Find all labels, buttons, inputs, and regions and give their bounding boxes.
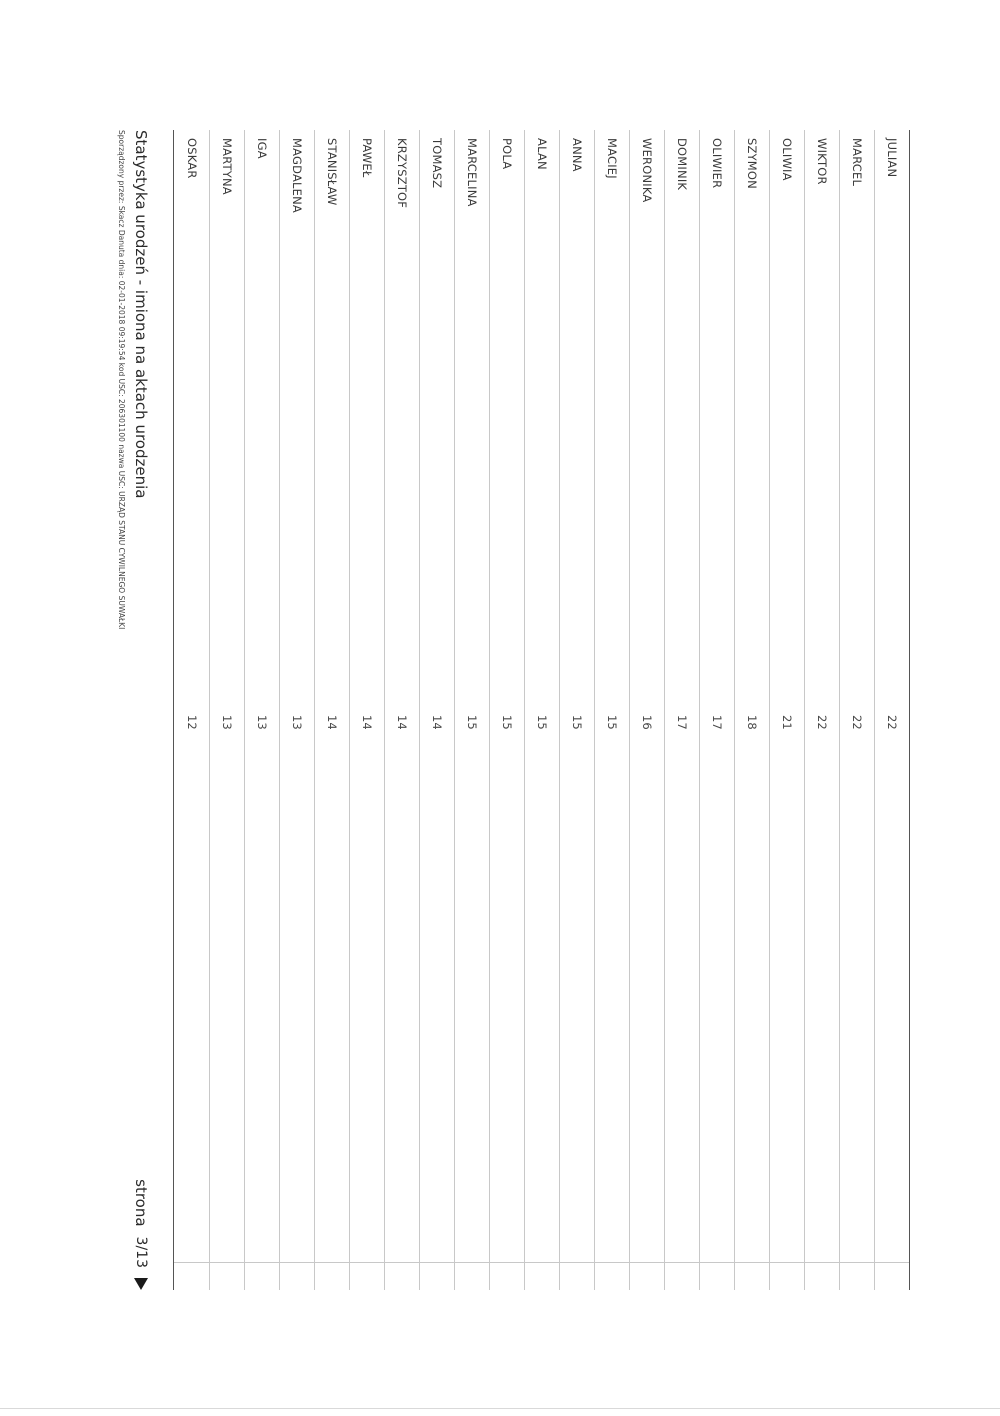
name-cell: OSKAR xyxy=(185,138,199,179)
count-cell: 15 xyxy=(535,715,549,730)
name-cell: DOMINIK xyxy=(675,138,689,191)
table-row xyxy=(314,130,349,1290)
table-row xyxy=(734,130,769,1290)
count-cell: 15 xyxy=(605,715,619,730)
table-row xyxy=(489,130,524,1290)
table-row xyxy=(209,130,244,1290)
count-cell: 13 xyxy=(220,715,234,730)
count-cell: 21 xyxy=(780,715,794,730)
table-row xyxy=(349,130,384,1290)
name-cell: KRZYSZTOF xyxy=(395,138,409,209)
table-row xyxy=(769,130,804,1290)
name-cell: ALAN xyxy=(535,138,549,170)
name-cell: SZYMON xyxy=(745,138,759,189)
name-cell: WIKTOR xyxy=(815,138,829,185)
count-cell: 22 xyxy=(885,715,899,730)
count-cell: 12 xyxy=(185,715,199,730)
name-cell: MACIEJ xyxy=(605,138,619,179)
table-row xyxy=(279,130,314,1290)
count-cell: 16 xyxy=(640,715,654,730)
table-row xyxy=(664,130,699,1290)
page-number: 3/13 xyxy=(133,1236,149,1268)
table-body xyxy=(174,130,909,1290)
table-row xyxy=(839,130,874,1290)
name-cell: OLIWIER xyxy=(710,138,724,189)
name-cell: ANNA xyxy=(570,138,584,172)
table-row xyxy=(804,130,839,1290)
count-cell: 22 xyxy=(850,715,864,730)
name-cell: STANISŁAW xyxy=(325,138,339,206)
name-cell: JULIAN xyxy=(885,138,899,178)
table-row xyxy=(874,130,909,1290)
report-footer xyxy=(90,130,150,1290)
name-cell: MARCELINA xyxy=(465,138,479,207)
report-page xyxy=(80,130,910,1290)
name-cell: MARTYNA xyxy=(220,138,234,195)
name-cell: OLIWIA xyxy=(780,138,794,181)
names-table xyxy=(173,130,910,1290)
table-row xyxy=(454,130,489,1290)
table-row xyxy=(594,130,629,1290)
count-cell: 17 xyxy=(675,715,689,730)
name-cell: POLA xyxy=(500,138,514,170)
pager-label: strona xyxy=(132,1179,150,1227)
name-cell: MARCEL xyxy=(850,138,864,187)
count-cell: 13 xyxy=(290,715,304,730)
report-meta: Sporządzony przez: Skacz Danuta dnia: 02-01-2018 09:19:54 kod USC: 206301100 nazwa USC: URZĄD STANU CYWILNEGO SUWAŁKI xyxy=(117,130,126,630)
pager xyxy=(132,1179,150,1290)
count-cell: 17 xyxy=(710,715,724,730)
name-cell: PAWEŁ xyxy=(360,138,374,178)
count-cell: 15 xyxy=(500,715,514,730)
scan-edge-line xyxy=(0,1408,1000,1409)
next-page-arrow-icon[interactable] xyxy=(134,1278,148,1290)
count-cell: 15 xyxy=(570,715,584,730)
count-cell: 14 xyxy=(325,715,339,730)
table-row xyxy=(629,130,664,1290)
count-cell: 14 xyxy=(395,715,409,730)
count-cell: 22 xyxy=(815,715,829,730)
count-cell: 14 xyxy=(360,715,374,730)
table-row xyxy=(559,130,594,1290)
report-title: Statystyka urodzeń - imiona na aktach urodzenia xyxy=(132,130,150,499)
name-cell: MAGDALENA xyxy=(290,138,304,213)
table-row xyxy=(419,130,454,1290)
count-cell: 14 xyxy=(430,715,444,730)
table-row xyxy=(244,130,279,1290)
count-cell: 13 xyxy=(255,715,269,730)
name-cell: IGA xyxy=(255,138,269,159)
table-row xyxy=(174,130,209,1290)
table-row xyxy=(524,130,559,1290)
name-cell: TOMASZ xyxy=(430,138,444,189)
name-cell: WERONIKA xyxy=(640,138,654,203)
count-cell: 18 xyxy=(745,715,759,730)
table-row xyxy=(384,130,419,1290)
table-row xyxy=(699,130,734,1290)
count-cell: 15 xyxy=(465,715,479,730)
